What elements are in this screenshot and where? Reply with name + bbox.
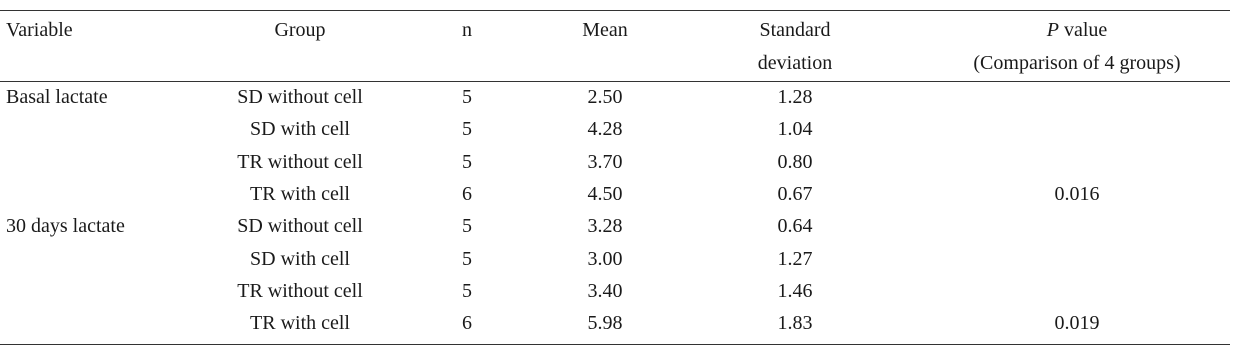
header-mean: Mean: [582, 19, 628, 41]
row-mean: 3.70: [587, 151, 623, 173]
row-mean: 4.50: [587, 183, 623, 205]
row-mean: 3.40: [587, 280, 623, 302]
row-mean: 5.98: [587, 312, 623, 334]
header-rule: [0, 81, 1230, 82]
header-sd-line1: Standard: [759, 19, 831, 41]
row-p: 0.019: [1054, 312, 1100, 334]
row-n: 5: [462, 118, 472, 140]
header-p-line2: (Comparison of 4 groups): [973, 52, 1181, 74]
row-sd: 1.27: [777, 248, 813, 270]
header-p-value: [1047, 18, 1108, 42]
row-variable: 30 days lactate: [6, 215, 125, 237]
row-n: 5: [462, 86, 472, 108]
row-sd: 0.64: [777, 215, 813, 237]
row-group: TR with cell: [250, 312, 350, 334]
row-sd: 1.28: [777, 86, 813, 108]
row-group: SD without cell: [237, 215, 363, 237]
row-p: 0.016: [1054, 183, 1100, 205]
row-sd: 1.83: [777, 312, 813, 334]
row-sd: 0.67: [777, 183, 813, 205]
row-variable: Basal lactate: [6, 86, 108, 108]
row-n: 5: [462, 215, 472, 237]
row-group: TR without cell: [237, 151, 363, 173]
header-group: Group: [274, 19, 326, 41]
row-n: 5: [462, 280, 472, 302]
row-group: SD with cell: [250, 248, 350, 270]
row-n: 6: [462, 183, 472, 205]
bottom-rule: [0, 344, 1230, 345]
header-sd-line2: deviation: [757, 52, 833, 74]
row-mean: 3.28: [587, 215, 623, 237]
row-mean: 3.00: [587, 248, 623, 270]
row-group: TR without cell: [237, 280, 363, 302]
row-mean: 4.28: [587, 118, 623, 140]
row-group: SD with cell: [250, 118, 350, 140]
row-sd: 1.46: [777, 280, 813, 302]
top-rule: [0, 10, 1230, 11]
header-p-italic: P: [1046, 19, 1059, 41]
header-n: n: [462, 19, 472, 41]
header-p-rest: value: [1058, 19, 1108, 41]
row-sd: 1.04: [777, 118, 813, 140]
row-n: 6: [462, 312, 472, 334]
row-group: TR with cell: [250, 183, 350, 205]
row-n: 5: [462, 248, 472, 270]
row-mean: 2.50: [587, 86, 623, 108]
row-n: 5: [462, 151, 472, 173]
row-group: SD without cell: [237, 86, 363, 108]
header-variable: Variable: [6, 19, 73, 41]
row-sd: 0.80: [777, 151, 813, 173]
